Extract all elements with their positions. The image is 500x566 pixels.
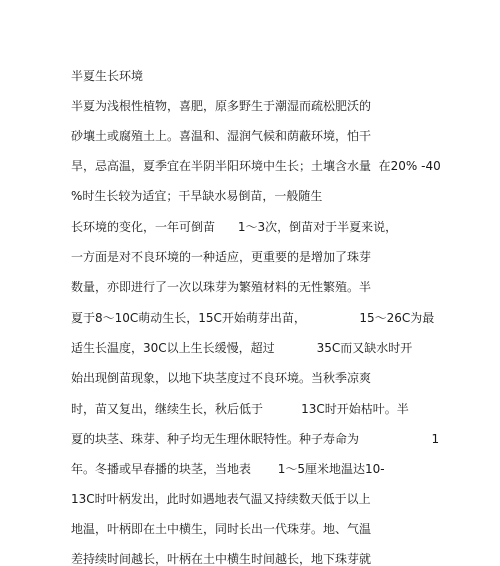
paragraph-line: 数量，亦即进行了一次以珠芽为繁殖材料的无性繁殖。半 [71,280,372,294]
document-title: 半夏生长环境 [71,69,144,83]
paragraph-line: 一方面是对不良环境的一种适应，更重要的是增加了珠芽 [71,250,372,264]
paragraph-line: 差持续时间越长，叶柄在土中横生时间越长，地下珠芽就 [71,552,372,566]
paragraph-line: 夏的块茎、珠芽、种子均无生理休眠特性。种子寿命为 1 [71,432,440,446]
paragraph-line: 年。冬播或早春播的块茎，当地表 1～5厘米地温达10- [71,462,385,476]
paragraph-line: 地温，叶柄即在土中横生，同时长出一代珠芽。地、气温 [71,522,372,536]
paragraph-line: 时，苗又复出，继续生长，秋后低于 13C时开始枯叶。半 [71,402,409,416]
paragraph-line: 长环境的变化，一年可倒苗 1～3次，倒苗对于半夏来说， [71,220,398,234]
paragraph-line: 旱，忌高温，夏季宜在半阴半阳环境中生长；土壤含水量 在20% -40 [71,159,441,173]
paragraph-line: 始出现倒苗现象，以地下块茎度过不良环境。当秋季凉爽 [71,371,372,385]
paragraph-line: %时生长较为适宜；干旱缺水易倒苗，一般随生 [71,189,323,203]
paragraph-line: 砂壤土或腐殖土上。喜温和、湿润气候和荫蔽环境，怕干 [71,129,372,143]
paragraph-line: 适生长温度，30C以上生长缓慢，超过 35C而又缺水时开 [71,341,413,355]
paragraph-line: 13C时叶柄发出，此时如遇地表气温又持续数天低于以上 [71,492,371,506]
paragraph-line: 夏于8～10C萌动生长，15C开始萌芽出苗， 15～26C为最 [71,311,435,325]
paragraph-line: 半夏为浅根性植物，喜肥，原多野生于潮湿而疏松肥沃的 [71,99,372,113]
